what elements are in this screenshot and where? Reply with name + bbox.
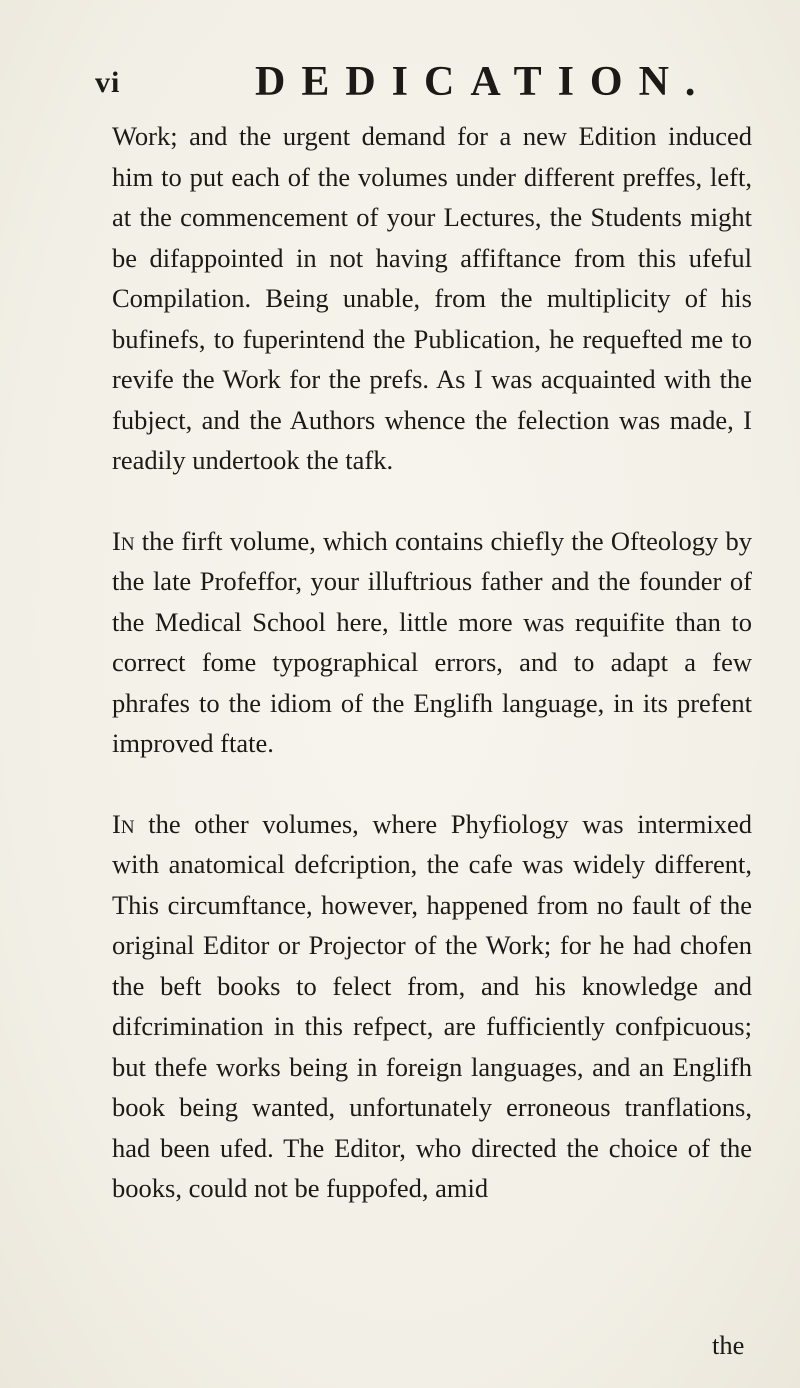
paragraph-3-lead: In — [112, 808, 135, 839]
paragraph-2 — [112, 521, 752, 764]
paragraph-2-text: the firft volume, which contains chiefly the Ofteology by the late Profeffor, your illuftrious father and the founder of the Medical School here, little more was requifite than to correct fome typographical errors, and to adapt a few phrafes to the idiom of the Englifh language, in its prefent improved ftate. — [112, 525, 752, 758]
body-text — [112, 116, 752, 1209]
page-number: vi — [95, 66, 121, 99]
paragraph-2-lead: In — [112, 525, 135, 556]
page-header — [95, 58, 735, 108]
paragraph-3 — [112, 804, 752, 1209]
paragraph-1 — [112, 116, 752, 481]
running-head: DEDICATION. — [255, 59, 712, 105]
paragraph-1-text: Work; and the urgent demand for a new Edition induced him to put each of the volumes under different preffes, left, at the commencement of your Lectures, the Students might be difappointed in not having affiftance from this ufeful Compilation. Being unable, from the multiplicity of his bufinefs, to fuperintend the Publication, he requefted me to revife the Work for the prefs. As I was acquainted with the fubject, and the Authors whence the felection was made, I readily undertook the tafk. — [112, 121, 752, 475]
paragraph-3-text: the other volumes, where Phyfiology was intermixed with anatomical defcription, the cafe was widely different, This circumftance, however, happened from no fault of the original Editor or Projector of the Work; for he had chofen the beft books to felect from, and his knowledge and difcrimination in this refpect, are fufficiently confpicuous; but thefe works being in foreign languages, and an Englifh book being wanted, unfortunately erroneous tranflations, had been ufed. The Editor, who directed the choice of the books, could not be fuppofed, amid — [112, 808, 752, 1203]
catchword: the — [712, 1330, 745, 1360]
